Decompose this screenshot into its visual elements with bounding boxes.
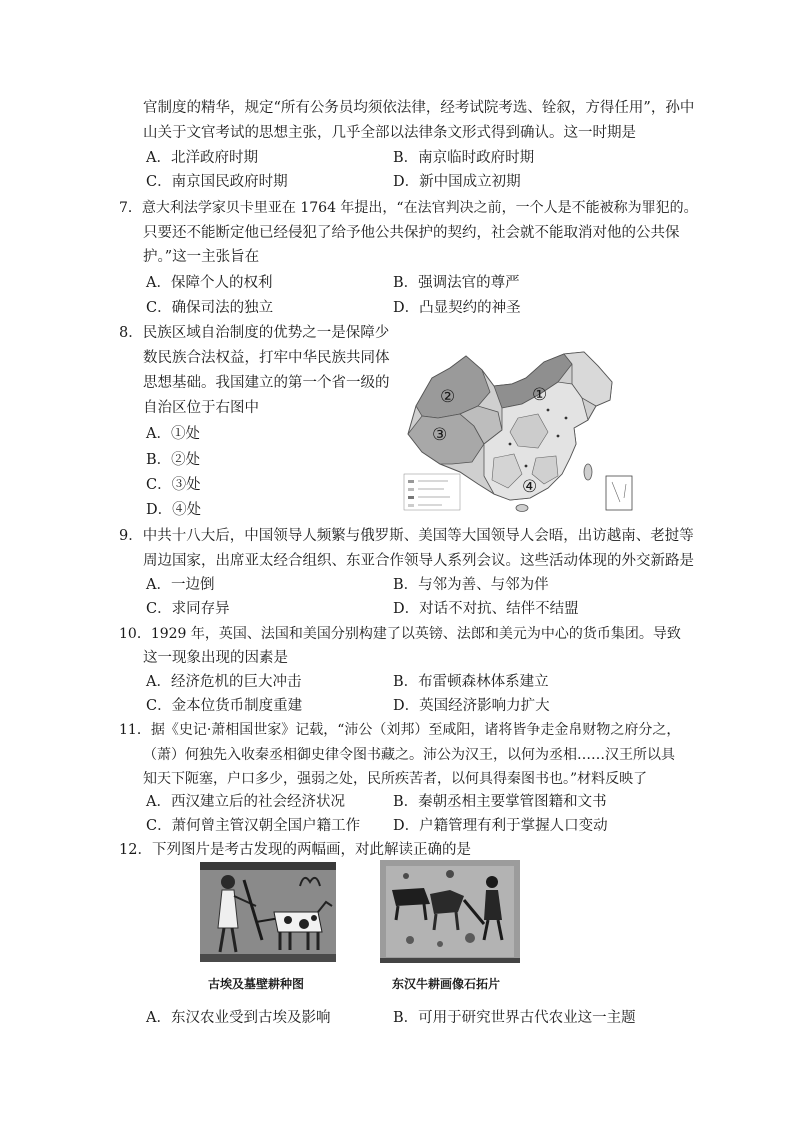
q6-stem-line1: 官制度的精华，规定“所有公务员均须依法律，经考试院考选、铨叙，方得任用”，孙中 — [143, 100, 695, 116]
q9-option-d: D．对话不对抗、结伴不结盟 — [393, 601, 579, 617]
q8-stem-line3: 思想基础。我国建立的第一个省一级的 — [143, 375, 390, 391]
q11-option-c: C．萧何曾主管汉朝全国户籍工作 — [146, 818, 361, 834]
q12-option-a: A．东汉农业受到古埃及影响 — [146, 1010, 331, 1026]
han-ox-plough-rubbing-image — [380, 860, 520, 963]
q9-option-a: A．一边倒 — [146, 577, 215, 593]
q8-stem-line1: 8．民族区域自治制度的优势之一是保障少 — [119, 325, 390, 341]
q12-option-b: B．可用于研究世界古代农业这一主题 — [393, 1010, 636, 1026]
q7-option-a: A．保障个人的权利 — [146, 275, 273, 291]
q10-stem-line1: 10．1929 年，英国、法国和美国分别构建了以英镑、法郎和美元为中心的货币集团。导致 — [119, 626, 681, 642]
map-label-2: ② — [440, 387, 456, 407]
q9-stem-line1: 9．中共十八大后，中国领导人频繁与俄罗斯、美国等大国领导人会晤，出访越南、老挝等 — [119, 528, 694, 544]
q7-stem-line2: 只要还不能断定他已经侵犯了给予他公共保护的契约，社会就不能取消对他的公共保 — [143, 225, 680, 241]
q11-stem-line2: （萧）何独先入收秦丞相御史律令图书藏之。沛公为汉王，以何为丞相……汉王所以具 — [143, 747, 675, 763]
q10-option-c: C．金本位货币制度重建 — [146, 698, 303, 714]
q9-option-b: B．与邻为善、与邻为伴 — [393, 577, 549, 593]
q8-option-d: D．④处 — [146, 502, 202, 518]
q7-option-d: D．凸显契约的神圣 — [393, 300, 521, 316]
map-label-4: ④ — [522, 477, 538, 497]
map-label-1: ① — [532, 385, 548, 405]
q7-stem-line3: 护。”这一主张旨在 — [143, 249, 260, 265]
q7-stem-line1: 7．意大利法学家贝卡里亚在 1764 年提出，“在法官判决之前，一个人是不能被称为罪犯的。 — [119, 200, 698, 216]
map-label-3: ③ — [432, 425, 448, 445]
q8-option-a: A．①处 — [146, 426, 200, 442]
q7-option-c: C．确保司法的独立 — [146, 300, 274, 316]
q11-option-d: D．户籍管理有利于掌握人口变动 — [393, 818, 608, 834]
q10-option-a: A．经济危机的巨大冲击 — [146, 674, 302, 690]
q6-option-c: C．南京国民政府时期 — [146, 174, 288, 190]
q12-stem-line1: 12．下列图片是考古发现的两幅画，对此解读正确的是 — [119, 842, 471, 858]
q6-option-a: A．北洋政府时期 — [146, 150, 258, 166]
q8-option-b: B．②处 — [146, 452, 201, 468]
q10-stem-line2: 这一现象出现的因素是 — [143, 650, 288, 666]
q8-stem-line4: 自治区位于右图中 — [143, 400, 259, 416]
q11-stem-line1: 11．据《史记·萧相国世家》记载，“沛公（刘邦）至咸阳，诸将皆争走金帛财物之府分之， — [119, 722, 681, 738]
q9-stem-line2: 周边国家，出席亚太经合组织、东亚合作领导人系列会议。这些活动体现的外交新路是 — [143, 553, 694, 569]
q9-option-c: C．求同存异 — [146, 601, 230, 617]
q7-option-b: B．强调法官的尊严 — [393, 275, 520, 291]
q8-option-c: C．③处 — [146, 477, 201, 493]
egypt-tomb-painting-image — [200, 862, 336, 962]
q10-option-d: D．英国经济影响力扩大 — [393, 698, 550, 714]
q11-stem-line3: 知天下阨塞，户口多少，强弱之处，民所疾苦者，以何具得秦图书也。”材料反映了 — [143, 771, 648, 787]
q10-option-b: B．布雷顿森林体系建立 — [393, 674, 549, 690]
caption-egypt-painting: 古埃及墓壁耕种图 — [208, 977, 305, 991]
q6-stem-line2: 山关于文官考试的思想主张，几乎全部以法律条文形式得到确认。这一时期是 — [143, 125, 636, 141]
q11-option-b: B．秦朝丞相主要掌管图籍和文书 — [393, 794, 607, 810]
q11-option-a: A．西汉建立后的社会经济状况 — [146, 794, 345, 810]
q6-option-b: B．南京临时政府时期 — [393, 150, 535, 166]
china-provinces-map — [398, 348, 636, 514]
caption-han-rubbing: 东汉牛耕画像石拓片 — [392, 977, 501, 991]
q6-option-d: D．新中国成立初期 — [393, 174, 521, 190]
q8-stem-line2: 数民族合法权益，打牢中华民族共同体 — [143, 350, 390, 366]
